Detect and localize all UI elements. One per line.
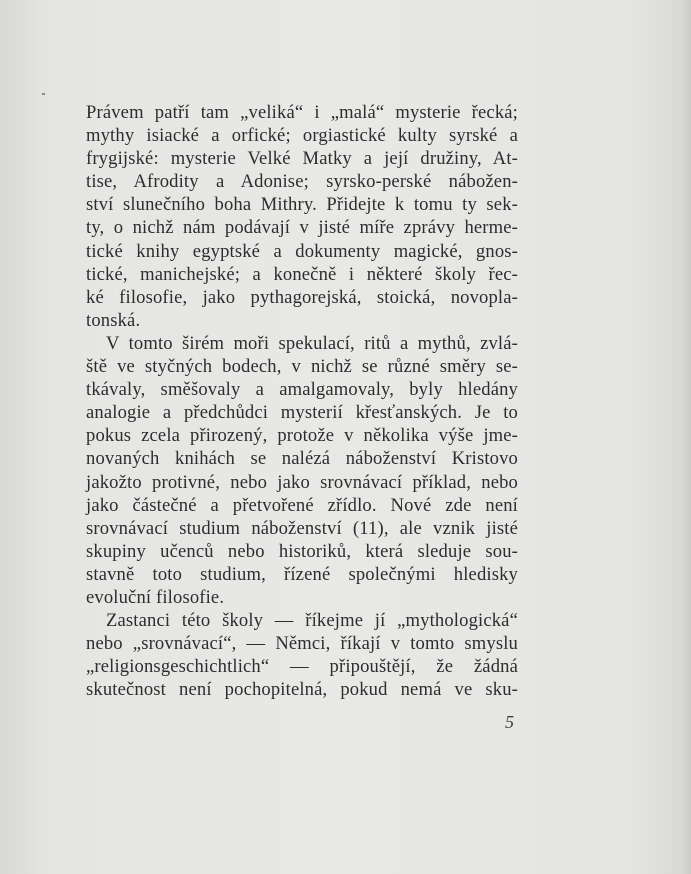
text-line: stavně toto studium, řízené společnými hledisky [86,563,518,585]
text-line: tise, Afrodity a Adonise; syrsko-perské nábožen- [86,171,518,193]
text-line: novaných knihách se nalézá náboženství Kristovo [86,448,518,470]
scan-edge-shadow [681,0,691,874]
text-line: V tomto širém moři spekulací, ritů a mythů, zvlá- [106,332,518,354]
text-line: nebo „srovnávací“, — Němci, říkají v tomto smyslu [86,633,518,655]
text-line: tkávaly, směšovaly a amalgamovaly, byly hledány [86,379,518,401]
text-line: ké filosofie, jako pythagorejská, stoická, novopla- [86,286,518,308]
scan-speck [42,93,45,95]
text-line: ty, o nichž nám podávají v jisté míře zprávy herme- [86,217,518,239]
text-line: ství slunečního boha Mithry. Přidejte k tomu ty sek- [86,194,518,216]
text-line: srovnávací studium náboženství (11), ale vznik jisté [86,517,518,539]
page-number: 5 [505,712,514,732]
text-line: skupiny učenců nebo historiků, která sleduje sou- [86,540,518,562]
body-text [86,101,518,701]
text-line: pokus zcela přirozený, protože v několika výše jme- [86,425,518,447]
text-line: evoluční filosofie. [86,586,225,608]
text-line: jakožto protivné, nebo jako srovnávací příklad, nebo [86,471,518,493]
text-line: tické, manichejské; a konečně i některé školy řec- [86,263,518,285]
text-line: skutečnost není pochopitelná, pokud nemá ve sku- [86,679,518,701]
text-line: ště ve styčných bodech, v nichž se různé směry se- [86,356,518,378]
text-line: frygijské: mysterie Velké Matky a její družiny, At- [86,148,518,170]
text-line: mythy isiacké a orfické; orgiastické kulty syrské a [86,125,518,147]
text-line: Zastanci této školy — říkejme jí „mythologická“ [106,610,518,632]
text-line: analogie a předchůdci mysterií křesťanských. Je to [86,402,518,424]
text-line: tické knihy egyptské a dokumenty magické, gnos- [86,240,518,262]
text-line: jako částečné a přetvořené zřídlo. Nové zde není [86,494,518,516]
text-line: „religionsgeschichtlich“ — připouštějí, že žádná [86,656,518,678]
text-line: Právem patří tam „veliká“ i „malá“ mysterie řecká; [86,102,518,123]
text-line: tonská. [86,309,141,331]
